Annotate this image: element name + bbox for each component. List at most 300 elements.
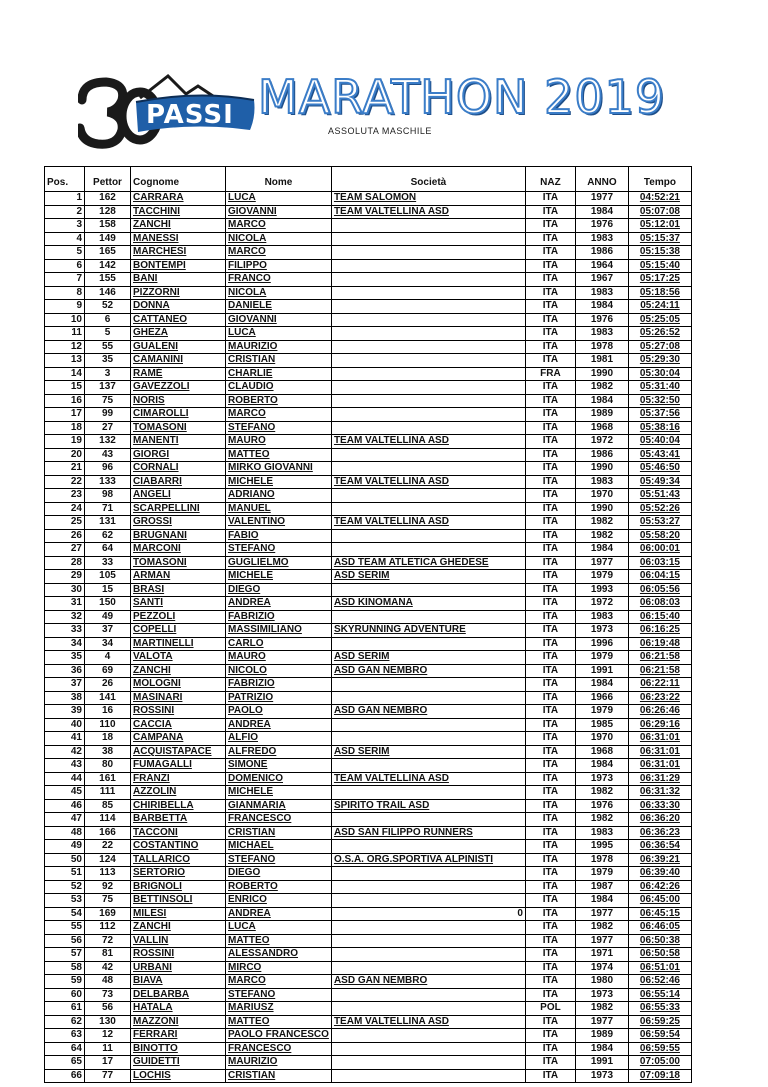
cell-anno: 1983: [575, 826, 628, 840]
cell-anno: 1982: [575, 786, 628, 800]
cell-pos: 47: [45, 813, 85, 827]
cell-societa: [331, 367, 525, 381]
cell-nome: STEFANO: [226, 543, 332, 557]
cell-pos: 60: [45, 988, 85, 1002]
cell-nome: ALFIO: [226, 732, 332, 746]
cell-pettorale: 111: [85, 786, 131, 800]
cell-anno: 1984: [575, 394, 628, 408]
cell-tempo: 06:05:56: [628, 583, 691, 597]
cell-tempo: 05:18:56: [628, 286, 691, 300]
cell-societa: [331, 1029, 525, 1043]
column-header-societa: Società: [331, 167, 525, 192]
cell-pos: 10: [45, 313, 85, 327]
cell-tempo: 06:45:15: [628, 907, 691, 921]
cell-tempo: 06:55:33: [628, 1002, 691, 1016]
cell-pettorale: 35: [85, 354, 131, 368]
cell-pettorale: 124: [85, 853, 131, 867]
cell-cognome: TACCHINI: [131, 205, 226, 219]
cell-pettorale: 37: [85, 624, 131, 638]
table-row: [45, 502, 692, 516]
document-header: [0, 0, 768, 160]
logo-text: PASSI: [146, 100, 234, 130]
cell-nome: MARCO: [226, 408, 332, 422]
cell-societa: [331, 232, 525, 246]
cell-tempo: 06:36:54: [628, 840, 691, 854]
table-row: [45, 421, 692, 435]
cell-anno: 1984: [575, 759, 628, 773]
cell-nome: ROBERTO: [226, 880, 332, 894]
cell-naz: ITA: [525, 543, 575, 557]
cell-anno: 1977: [575, 556, 628, 570]
cell-pos: 55: [45, 921, 85, 935]
cell-pettorale: 33: [85, 556, 131, 570]
cell-cognome: TALLARICO: [131, 853, 226, 867]
cell-naz: ITA: [525, 232, 575, 246]
cell-cognome: CORNALI: [131, 462, 226, 476]
cell-pettorale: 6: [85, 313, 131, 327]
cell-naz: ITA: [525, 313, 575, 327]
cell-anno: 1984: [575, 1042, 628, 1056]
cell-tempo: 06:04:15: [628, 570, 691, 584]
cell-pos: 5: [45, 246, 85, 260]
table-row: [45, 570, 692, 584]
cell-nome: FRANCO: [226, 273, 332, 287]
cell-naz: ITA: [525, 624, 575, 638]
cell-societa: [331, 583, 525, 597]
cell-societa: [331, 259, 525, 273]
cell-pos: 32: [45, 610, 85, 624]
cell-anno: 1983: [575, 286, 628, 300]
cell-anno: 1982: [575, 516, 628, 530]
cell-nome: MAURIZIO: [226, 1056, 332, 1070]
table-row: [45, 880, 692, 894]
table-row: [45, 583, 692, 597]
cell-anno: 1986: [575, 246, 628, 260]
cell-nome: MASSIMILIANO: [226, 624, 332, 638]
cell-cognome: CARRARA: [131, 192, 226, 206]
cell-nome: MATTEO: [226, 1015, 332, 1029]
cell-tempo: 05:15:37: [628, 232, 691, 246]
cell-naz: ITA: [525, 988, 575, 1002]
cell-cognome: AZZOLIN: [131, 786, 226, 800]
cell-nome: SIMONE: [226, 759, 332, 773]
cell-nome: MARCO: [226, 975, 332, 989]
cell-cognome: COSTANTINO: [131, 840, 226, 854]
cell-nome: GIOVANNI: [226, 205, 332, 219]
cell-societa: [331, 327, 525, 341]
cell-naz: ITA: [525, 1042, 575, 1056]
table-row: [45, 313, 692, 327]
cell-tempo: 06:15:40: [628, 610, 691, 624]
cell-pettorale: 71: [85, 502, 131, 516]
cell-nome: MAURO: [226, 651, 332, 665]
cell-societa: ASD KINOMANA: [331, 597, 525, 611]
cell-pettorale: 146: [85, 286, 131, 300]
cell-anno: 1966: [575, 691, 628, 705]
cell-societa: [331, 867, 525, 881]
column-header-pos: Pos.: [45, 167, 85, 192]
table-row: [45, 259, 692, 273]
table-row: [45, 786, 692, 800]
cell-tempo: 06:21:58: [628, 651, 691, 665]
cell-cognome: MAZZONI: [131, 1015, 226, 1029]
table-row: [45, 1029, 692, 1043]
cell-pos: 29: [45, 570, 85, 584]
cell-tempo: 06:29:16: [628, 718, 691, 732]
cell-societa: [331, 448, 525, 462]
cell-naz: ITA: [525, 556, 575, 570]
cell-anno: 1991: [575, 664, 628, 678]
cell-naz: ITA: [525, 516, 575, 530]
cell-tempo: 06:31:32: [628, 786, 691, 800]
cell-pos: 24: [45, 502, 85, 516]
cell-nome: NICOLÒ: [226, 664, 332, 678]
cell-pettorale: 133: [85, 475, 131, 489]
cell-naz: ITA: [525, 435, 575, 449]
cell-naz: ITA: [525, 867, 575, 881]
cell-cognome: CIMAROLLI: [131, 408, 226, 422]
cell-nome: GIANMARIA: [226, 799, 332, 813]
column-header-nome: Nome: [226, 167, 332, 192]
column-header-cognome: Cognome: [131, 167, 226, 192]
cell-naz: ITA: [525, 354, 575, 368]
cell-pos: 22: [45, 475, 85, 489]
table-row: [45, 286, 692, 300]
cell-naz: ITA: [525, 394, 575, 408]
cell-pettorale: 166: [85, 826, 131, 840]
cell-tempo: 07:09:18: [628, 1069, 691, 1083]
cell-pos: 20: [45, 448, 85, 462]
cell-pettorale: 98: [85, 489, 131, 503]
results-table: [44, 166, 692, 1083]
cell-nome: STEFANO: [226, 421, 332, 435]
cell-naz: ITA: [525, 529, 575, 543]
cell-naz: ITA: [525, 462, 575, 476]
cell-cognome: BONTEMPI: [131, 259, 226, 273]
cell-anno: 1968: [575, 745, 628, 759]
cell-pos: 35: [45, 651, 85, 665]
cell-nome: MICHELE: [226, 786, 332, 800]
cell-naz: ITA: [525, 340, 575, 354]
cell-societa: [331, 840, 525, 854]
table-row: [45, 840, 692, 854]
cell-pos: 27: [45, 543, 85, 557]
cell-pettorale: 169: [85, 907, 131, 921]
table-row: [45, 799, 692, 813]
cell-anno: 1964: [575, 259, 628, 273]
cell-societa: [331, 354, 525, 368]
cell-pettorale: 15: [85, 583, 131, 597]
cell-societa: ASD GAN NEMBRO: [331, 705, 525, 719]
cell-naz: ITA: [525, 448, 575, 462]
cell-anno: 1970: [575, 732, 628, 746]
cell-pos: 25: [45, 516, 85, 530]
cell-pettorale: 4: [85, 651, 131, 665]
cell-nome: DIEGO: [226, 867, 332, 881]
cell-nome: LUCA: [226, 327, 332, 341]
cell-tempo: 06:52:46: [628, 975, 691, 989]
cell-pos: 1: [45, 192, 85, 206]
cell-societa: [331, 691, 525, 705]
cell-naz: ITA: [525, 907, 575, 921]
cell-cognome: LOCHIS: [131, 1069, 226, 1083]
cell-anno: 1984: [575, 678, 628, 692]
column-header-naz: NAZ: [525, 167, 575, 192]
cell-pos: 23: [45, 489, 85, 503]
table-row: [45, 637, 692, 651]
cell-pos: 21: [45, 462, 85, 476]
cell-tempo: 06:26:46: [628, 705, 691, 719]
cell-societa: ASD GAN NEMBRO: [331, 664, 525, 678]
table-row: [45, 691, 692, 705]
table-row: [45, 975, 692, 989]
cell-pettorale: 165: [85, 246, 131, 260]
cell-nome: MIRCO: [226, 961, 332, 975]
cell-tempo: 06:59:25: [628, 1015, 691, 1029]
cell-anno: 1971: [575, 948, 628, 962]
cell-anno: 1977: [575, 1015, 628, 1029]
cell-naz: ITA: [525, 570, 575, 584]
cell-tempo: 05:43:41: [628, 448, 691, 462]
table-row: [45, 988, 692, 1002]
cell-nome: FILIPPO: [226, 259, 332, 273]
table-row: [45, 543, 692, 557]
cell-anno: 1980: [575, 975, 628, 989]
cell-pos: 62: [45, 1015, 85, 1029]
table-header-row: [45, 167, 692, 192]
cell-nome: DOMENICO: [226, 772, 332, 786]
cell-nome: MICHAEL: [226, 840, 332, 854]
cell-tempo: 05:46:50: [628, 462, 691, 476]
cell-anno: 1993: [575, 583, 628, 597]
cell-pettorale: 130: [85, 1015, 131, 1029]
cell-pettorale: 49: [85, 610, 131, 624]
cell-societa: TEAM VALTELLINA ASD: [331, 475, 525, 489]
table-row: [45, 381, 692, 395]
cell-pos: 43: [45, 759, 85, 773]
table-row: [45, 921, 692, 935]
cell-tempo: 06:36:20: [628, 813, 691, 827]
cell-cognome: FUMAGALLI: [131, 759, 226, 773]
cell-pos: 59: [45, 975, 85, 989]
table-row: [45, 624, 692, 638]
cell-societa: [331, 678, 525, 692]
cell-pettorale: 132: [85, 435, 131, 449]
cell-pos: 4: [45, 232, 85, 246]
cell-anno: 1990: [575, 462, 628, 476]
cell-pettorale: 26: [85, 678, 131, 692]
cell-societa: ASD SERIM: [331, 570, 525, 584]
table-row: [45, 907, 692, 921]
cell-anno: 1984: [575, 543, 628, 557]
cell-nome: CLAUDIO: [226, 381, 332, 395]
cell-naz: ITA: [525, 840, 575, 854]
cell-pettorale: 137: [85, 381, 131, 395]
cell-cognome: MARCHESI: [131, 246, 226, 260]
cell-cognome: GIORGI: [131, 448, 226, 462]
cell-naz: ITA: [525, 732, 575, 746]
cell-naz: ITA: [525, 651, 575, 665]
cell-nome: DANIELE: [226, 300, 332, 314]
cell-anno: 1973: [575, 988, 628, 1002]
cell-tempo: 05:24:11: [628, 300, 691, 314]
cell-tempo: 06:50:58: [628, 948, 691, 962]
cell-naz: ITA: [525, 691, 575, 705]
cell-nome: VALENTINO: [226, 516, 332, 530]
cell-naz: ITA: [525, 705, 575, 719]
cell-anno: 1974: [575, 961, 628, 975]
cell-naz: ITA: [525, 637, 575, 651]
cell-pettorale: 43: [85, 448, 131, 462]
cell-societa: [331, 502, 525, 516]
cell-societa: [331, 408, 525, 422]
cell-pettorale: 158: [85, 219, 131, 233]
cell-societa: [331, 273, 525, 287]
cell-nome: ANDREA: [226, 718, 332, 732]
cell-nome: MATTEO: [226, 934, 332, 948]
cell-pos: 37: [45, 678, 85, 692]
cell-cognome: URBANI: [131, 961, 226, 975]
cell-cognome: ACQUISTAPACE: [131, 745, 226, 759]
cell-tempo: 05:17:25: [628, 273, 691, 287]
cell-nome: STEFANO: [226, 853, 332, 867]
cell-tempo: 05:29:30: [628, 354, 691, 368]
cell-nome: MARCO: [226, 219, 332, 233]
cell-pos: 19: [45, 435, 85, 449]
table-row: [45, 718, 692, 732]
cell-cognome: MARTINELLI: [131, 637, 226, 651]
cell-anno: 1973: [575, 624, 628, 638]
cell-tempo: 06:39:40: [628, 867, 691, 881]
cell-tempo: 05:37:56: [628, 408, 691, 422]
cell-pos: 36: [45, 664, 85, 678]
cell-cognome: MASINARI: [131, 691, 226, 705]
cell-pettorale: 113: [85, 867, 131, 881]
cell-tempo: 06:08:03: [628, 597, 691, 611]
cell-tempo: 06:00:01: [628, 543, 691, 557]
cell-cognome: MOLOGNI: [131, 678, 226, 692]
cell-anno: 1970: [575, 489, 628, 503]
table-row: [45, 529, 692, 543]
cell-nome: GUGLIELMO: [226, 556, 332, 570]
table-row: [45, 1015, 692, 1029]
cell-cognome: BANI: [131, 273, 226, 287]
cell-tempo: 05:38:16: [628, 421, 691, 435]
cell-nome: ANDREA: [226, 907, 332, 921]
cell-anno: 1996: [575, 637, 628, 651]
cell-societa: 0: [331, 907, 525, 921]
cell-pos: 39: [45, 705, 85, 719]
cell-nome: MANUEL: [226, 502, 332, 516]
cell-pettorale: 17: [85, 1056, 131, 1070]
cell-naz: ITA: [525, 786, 575, 800]
cell-tempo: 05:25:05: [628, 313, 691, 327]
cell-pos: 58: [45, 961, 85, 975]
cell-societa: [331, 988, 525, 1002]
cell-naz: ITA: [525, 745, 575, 759]
cell-tempo: 06:31:01: [628, 759, 691, 773]
cell-tempo: 05:40:04: [628, 435, 691, 449]
cell-tempo: 06:51:01: [628, 961, 691, 975]
table-row: [45, 205, 692, 219]
cell-naz: ITA: [525, 826, 575, 840]
table-row: [45, 772, 692, 786]
cell-pos: 6: [45, 259, 85, 273]
cell-cognome: HATALA: [131, 1002, 226, 1016]
cell-pettorale: 155: [85, 273, 131, 287]
cell-naz: ITA: [525, 948, 575, 962]
cell-pettorale: 22: [85, 840, 131, 854]
cell-tempo: 06:21:58: [628, 664, 691, 678]
cell-cognome: ROSSINI: [131, 948, 226, 962]
table-row: [45, 367, 692, 381]
cell-societa: TEAM SALOMON: [331, 192, 525, 206]
cell-pettorale: 162: [85, 192, 131, 206]
cell-naz: ITA: [525, 1029, 575, 1043]
cell-pettorale: 18: [85, 732, 131, 746]
cell-anno: 1979: [575, 570, 628, 584]
cell-naz: ITA: [525, 678, 575, 692]
cell-societa: [331, 934, 525, 948]
cell-anno: 1979: [575, 705, 628, 719]
cell-tempo: 05:15:40: [628, 259, 691, 273]
cell-pettorale: 11: [85, 1042, 131, 1056]
table-row: [45, 340, 692, 354]
cell-anno: 1995: [575, 840, 628, 854]
cell-anno: 1984: [575, 300, 628, 314]
cell-nome: FRANCESCO: [226, 1042, 332, 1056]
table-row: [45, 610, 692, 624]
cell-societa: [331, 543, 525, 557]
cell-pettorale: 75: [85, 394, 131, 408]
cell-tempo: 05:53:27: [628, 516, 691, 530]
cell-pos: 11: [45, 327, 85, 341]
table-row: [45, 394, 692, 408]
cell-pettorale: 42: [85, 961, 131, 975]
page-title: MARATHON 2019: [258, 70, 666, 124]
table-row: [45, 826, 692, 840]
cell-pos: 48: [45, 826, 85, 840]
cell-pettorale: 105: [85, 570, 131, 584]
cell-pettorale: 48: [85, 975, 131, 989]
cell-naz: ITA: [525, 1056, 575, 1070]
cell-naz: ITA: [525, 502, 575, 516]
cell-cognome: ROSSINI: [131, 705, 226, 719]
cell-societa: SKYRUNNING ADVENTURE: [331, 624, 525, 638]
cell-tempo: 06:55:14: [628, 988, 691, 1002]
cell-nome: CRISTIAN: [226, 1069, 332, 1083]
cell-nome: CHARLIE: [226, 367, 332, 381]
cell-societa: ASD SAN FILIPPO RUNNERS: [331, 826, 525, 840]
cell-pos: 66: [45, 1069, 85, 1083]
cell-pettorale: 161: [85, 772, 131, 786]
cell-anno: 1972: [575, 597, 628, 611]
cell-societa: [331, 894, 525, 908]
cell-naz: ITA: [525, 489, 575, 503]
table-row: [45, 664, 692, 678]
cell-cognome: DELBARBA: [131, 988, 226, 1002]
cell-societa: [331, 948, 525, 962]
cell-pos: 13: [45, 354, 85, 368]
cell-cognome: VALLIN: [131, 934, 226, 948]
cell-anno: 1967: [575, 273, 628, 287]
cell-anno: 1977: [575, 907, 628, 921]
cell-pettorale: 38: [85, 745, 131, 759]
cell-pettorale: 141: [85, 691, 131, 705]
cell-naz: ITA: [525, 1069, 575, 1083]
cell-naz: ITA: [525, 880, 575, 894]
cell-tempo: 06:39:21: [628, 853, 691, 867]
